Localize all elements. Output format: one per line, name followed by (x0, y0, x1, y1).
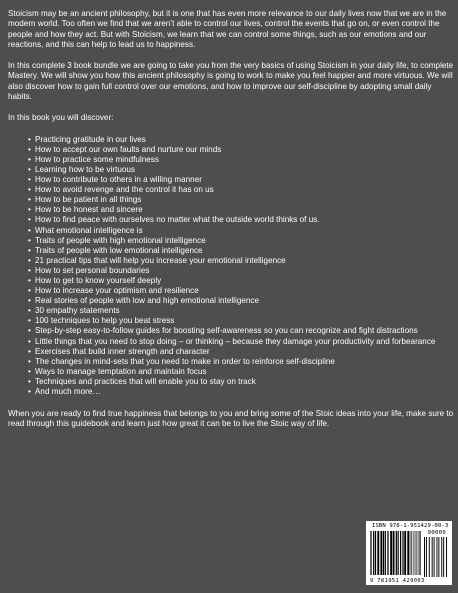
list-item: • What emotional intelligence is (30, 226, 454, 236)
isbn-label: ISBN 978-1-951429-00-3 (372, 523, 449, 529)
description (8, 9, 454, 441)
list-item: • 100 techniques to help you beat stress (30, 316, 454, 326)
list-item: • How to be patient in all things (30, 195, 454, 205)
barcode-bar (371, 531, 372, 575)
barcode-bar (398, 531, 399, 575)
price-code: 90000 (427, 530, 446, 536)
barcode-bar (429, 537, 430, 577)
barcode-bar (404, 531, 406, 575)
list-item: • Traits of people with high emotional intelligence (30, 236, 454, 246)
barcode-bar (441, 537, 442, 577)
barcode-bar (375, 531, 376, 575)
barcode-bar (402, 531, 403, 575)
list-item: • How to practice some mindfulness (30, 155, 454, 165)
barcode-bar (411, 531, 412, 575)
list-item: • Techniques and practices that will enable you to stay on track (30, 377, 454, 387)
list-item: • Little things that you need to stop doing – or thinking – because they damage your productivity and forbearance (30, 337, 454, 347)
barcode-bar (436, 537, 437, 577)
barcode-bar (443, 537, 444, 577)
barcode-bar (388, 531, 389, 575)
barcode-bar (446, 537, 447, 577)
list-item: • Practicing gratitude in our lives (30, 135, 454, 145)
list-item: • Traits of people with low emotional intelligence (30, 246, 454, 256)
isbn-barcode (366, 521, 452, 585)
barcode-bar (407, 531, 409, 575)
list-item: • 30 empathy statements (30, 306, 454, 316)
list-item: • How to contribute to others in a willing manner (30, 175, 454, 185)
list-item: • And much more… (30, 387, 454, 397)
barcode-bar (400, 531, 401, 575)
barcode-bar (380, 531, 382, 575)
discover-heading: In this book you will discover: (8, 113, 114, 123)
barcode-bar (387, 531, 388, 575)
barcode-bar (385, 531, 386, 575)
list-item: • How to accept our own faults and nurture our minds (30, 145, 454, 155)
barcode-bar (410, 531, 411, 575)
list-item: • How to set personal boundaries (30, 266, 454, 276)
list-item: • The changes in mind-sets that you need to make in order to reinforce self-discipline (30, 357, 454, 367)
barcode-bar (419, 531, 420, 575)
discover-list (30, 135, 454, 397)
ean-barcode-bars (370, 531, 422, 577)
barcode-bar (393, 531, 395, 575)
barcode-bar (418, 531, 419, 575)
list-item: • Real stories of people with low and high emotional intelligence (30, 296, 454, 306)
paragraph-intro: Stoicism may be an ancient philosophy, but it is one that has even more relevance to our daily lives now that we are in the modern world. Too often we find that we aren’t able to control our lives, control the events that go on, or even control the people and how they act. But with Stoicism, we learn that we can control some things, such as our emotions and our reactions, and this can help to lead us to happiness. (8, 9, 447, 49)
list-item: • Ways to manage temptation and maintain focus (30, 367, 454, 377)
list-item: • How to increase your optimism and resilience (30, 286, 454, 296)
ean-digits: 9 781951 429003 (370, 578, 425, 584)
barcode-bar (415, 531, 416, 575)
barcode-bar (377, 531, 379, 575)
list-item: • How to get to know yourself deeply (30, 276, 454, 286)
barcode-bar (373, 531, 374, 575)
barcode-bar (420, 531, 421, 575)
paragraph-closing: When you are ready to find true happiness that belongs to you and bring some of the Stoic ideas into your life, make sure to read through this guidebook and learn just how great it can be to live the Stoic way of life. (8, 409, 454, 429)
barcode-bar (434, 537, 435, 577)
list-item: • Exercises that build inner strength and character (30, 347, 454, 357)
list-item: • Step-by-step easy-to-follow guides for boosting self-awareness so you can recognize and fight distractions (30, 326, 454, 336)
addon-barcode-bars (424, 537, 448, 577)
barcode-bar (370, 531, 371, 575)
barcode-bar (383, 531, 384, 575)
barcode-bar (396, 531, 397, 575)
barcode-bar (432, 537, 433, 577)
list-item: • How to find peace with ourselves no matter what the outside world thinks of us. (30, 215, 454, 225)
barcode-bar (390, 531, 392, 575)
list-item: • Learning how to be virtuous (30, 165, 454, 175)
barcode-bar (426, 537, 427, 577)
list-item: • How to be honest and sincere (30, 205, 454, 215)
list-item: • 21 practical tips that will help you increase your emotional intelligence (30, 256, 454, 266)
barcode-bar (424, 537, 425, 577)
barcode-bar (413, 531, 414, 575)
list-item: • How to avoid revenge and the control it has on us (30, 185, 454, 195)
barcode-bar (416, 531, 417, 575)
paragraph-bundle: In this complete 3 book bundle we are going to take you from the very basics of using Stoicism in your daily life, to complete Mastery. We will show you how this ancient philosophy is going to work to make you feel happier and more virtuous. We will also discover how to gain full control over our emotions, and how to improve our self-discipline by adopting small daily habits. (8, 61, 454, 102)
barcode-bar (438, 537, 439, 577)
